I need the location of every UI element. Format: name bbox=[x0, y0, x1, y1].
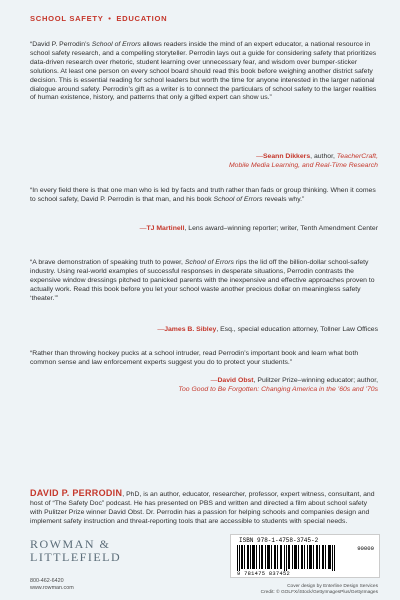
publisher-line-2: LITTLEFIELD bbox=[30, 550, 122, 564]
category-school-safety: SCHOOL SAFETY bbox=[30, 14, 104, 23]
reviewer-role: , Esq., special education attorney, Tollner Law Offices bbox=[216, 326, 378, 333]
isbn-text: ISBN 978-1-4758-3745-2 bbox=[239, 537, 319, 544]
barcode-digits: 9 781475 837452 bbox=[237, 571, 291, 577]
review-quote-4 bbox=[30, 350, 380, 368]
review-quote-2 bbox=[30, 187, 380, 205]
reviewer-role: , Lens award–winning reporter; writer, Tenth Amendment Center bbox=[184, 225, 378, 232]
publisher-website: www.rowman.com bbox=[30, 585, 74, 591]
review-attribution-3: —James B. Sibley, Esq., special education attorney, Tollner Law Offices bbox=[157, 326, 378, 333]
reviewer-book: Too Good to Be Forgotten: Changing America in the ’60s and ’70s bbox=[178, 385, 378, 393]
cover-image-credit: Credit: © GOLFX/iStock/GettyImagesPlus/GettyImages bbox=[260, 590, 378, 595]
review-attribution-4: —David Obst, Pulitzer Prize–winning educator; author, Too Good to Be Forgotten: Changing America in the ’60s and ’70s bbox=[178, 377, 378, 393]
cover-credits bbox=[261, 584, 378, 596]
publisher-phone: 800-462-6420 bbox=[30, 578, 64, 584]
quote-book-title: School of Errors bbox=[184, 259, 234, 266]
reviewer-name: TJ Martinell bbox=[146, 225, 185, 232]
reviewer-name: David Obst bbox=[217, 377, 254, 384]
reviewer-book: Mobile Media Learning, and Real-Time Research bbox=[228, 161, 378, 169]
isbn-barcode bbox=[230, 534, 380, 578]
quote-book-title: School of Errors bbox=[91, 41, 141, 48]
cover-design-credit: Cover design by Enterline Design Services bbox=[287, 584, 378, 589]
quote-text: “A brave demonstration of speaking truth to power, bbox=[30, 259, 185, 266]
review-attribution-1: —Seann Dikkers, author, TeacherCraft, Mobile Media Learning, and Real-Time Research bbox=[228, 153, 378, 169]
barcode-bars-icon bbox=[237, 545, 341, 571]
quote-text: reveals why.” bbox=[262, 195, 305, 203]
author-name: DAVID P. PERRODIN bbox=[30, 488, 123, 498]
quote-text: “Rather than throwing hockey pucks at a school intruder, read Perrodin’s important book and learn what both common sense and law enforcement experts suggest you do to protect your students.” bbox=[30, 350, 359, 366]
quote-text: allows readers inside the mind of an expert educator, a national resource in school safety research, and a compelling storyteller. Perrodin lays out a guide for considering safety that prioritizes data-driven research over rhetoric, student learning over unnecessary fear, and wisdom over bumper-sticker solutions. At least one person on every school board should read this book before weighing another district safety decision. This is essential reading for school leaders but worth the time for anyone interested in the larger national dialogue around safety. Perrodin’s gift as a writer is to connect the particulars of school safety to the larger realities of human existence, history, and patterns that only a gifted expert can show us.” bbox=[30, 41, 377, 102]
quote-text: rips the lid off the billion-dollar school-safety industry. Using real-world examples of successful responses in desperate situations, Perrodin contrasts the expensive window dressings pitched to panicked parents with the inexpensive and effective approaches proven to actually work. Read this book before you let your school waste another precious dollar on meaningless safety ‘theater.’” bbox=[30, 259, 375, 302]
category-label bbox=[30, 14, 167, 23]
barcode-price-code: 90000 bbox=[357, 545, 374, 552]
author-bio-text: , PhD, is an author, educator, researcher, professor, expert witness, consultant, and host of “The Safety Doc” podcast. He has presented on PBS and written and directed a film about school safety with Pulitzer Prize winner David Obst. Dr. Perrodin has a passion for helping schools and companies design and implement safety instruction and threat-reporting tools that are accessible to students with special needs. bbox=[30, 491, 375, 525]
publisher-line-1: ROWMAN & bbox=[30, 537, 111, 551]
quote-text: “David P. Perrodin’s bbox=[30, 41, 92, 48]
publisher-contact bbox=[30, 578, 74, 592]
review-quote-3 bbox=[30, 259, 380, 304]
reviewer-name: James B. Sibley bbox=[164, 326, 217, 333]
publisher-logo bbox=[30, 538, 121, 564]
quote-text: “In every field there is that one man who is led by facts and truth rather than fads or group thinking. When it comes to school safety, David P. Perrodin is that man, and his book bbox=[30, 187, 376, 203]
reviewer-role: , author, bbox=[310, 153, 337, 160]
category-separator: • bbox=[108, 14, 112, 23]
review-quote-1 bbox=[30, 41, 380, 103]
reviewer-role: , Pulitzer Prize–winning educator; author, bbox=[253, 377, 378, 384]
review-attribution-2: —TJ Martinell, Lens award–winning reporter; writer, Tenth Amendment Center bbox=[139, 225, 378, 232]
author-bio bbox=[30, 489, 380, 527]
quote-book-title: School of Errors bbox=[213, 195, 263, 203]
reviewer-book: TeacherCraft, bbox=[336, 153, 378, 160]
reviewer-name: Seann Dikkers bbox=[262, 153, 311, 160]
category-education: EDUCATION bbox=[116, 14, 168, 23]
